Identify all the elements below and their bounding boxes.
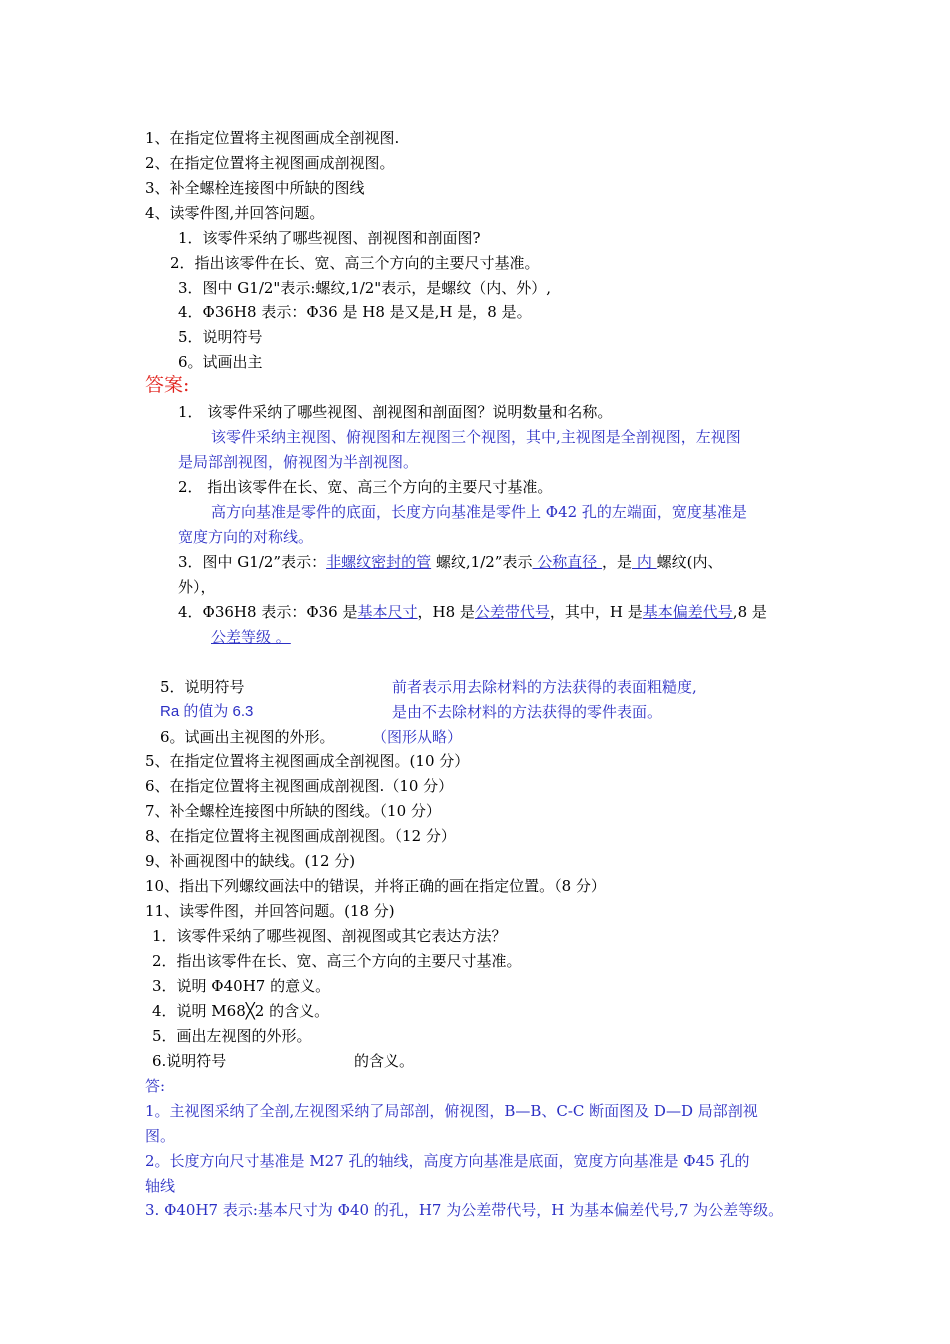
- answer-2-question: 2． 指出该零件在长、宽、高三个方向的主要尺寸基准。: [178, 478, 553, 496]
- question-11-item: 1．该零件采纳了哪些视图、剖视图或其它表达方法？: [152, 927, 507, 945]
- answer-4-text: ，其中，H 是: [549, 603, 643, 621]
- question-4-item: 2．指出该零件在长、宽、高三个方向的主要尺寸基准。: [170, 254, 540, 272]
- answer-5-text: 前者表示用去除材料的方法获得的表面粗糙度,: [392, 678, 697, 696]
- question-2: 2、在指定位置将主视图画成剖视图。: [145, 154, 395, 172]
- final-answer-1: 1。主视图采纳了全剖,左视图采纳了局部剖，俯视图，B—B、C-C 断面图及 D—D 局部剖视: [145, 1102, 758, 1120]
- answer-3-line: [178, 552, 722, 572]
- final-answer-1: 图。: [145, 1127, 176, 1145]
- question-4-item: 1．该零件采纳了哪些视图、剖视图和剖面图?: [178, 229, 481, 247]
- final-answer-label: 答:: [145, 1077, 166, 1095]
- question-7: 7、补全螺栓连接图中所缺的图线。（10 分）: [145, 802, 441, 820]
- answer-1-text: 该零件采纳主视图、俯视图和左视图三个视图，其中,主视图是全剖视图，左视图: [211, 428, 741, 446]
- question-4-item: 4．Φ36H8 表示：Φ36 是 H8 是又是,H 是，8 是。: [178, 303, 532, 321]
- answer-5-text: 是由不去除材料的方法获得的零件表面。: [392, 703, 663, 721]
- question-5: 5、在指定位置将主视图画成全剖视图。(10 分）: [145, 752, 470, 770]
- question-4-title: 4、读零件图,并回答问题。: [145, 204, 325, 222]
- question-11-item: 2．指出该零件在长、宽、高三个方向的主要尺寸基准。: [152, 952, 522, 970]
- answer-4-blank: 公差带代号: [474, 603, 550, 621]
- question-4-item: 3．图中 G1/2"表示:螺纹,1/2"表示，是螺纹（内、外）,: [178, 279, 551, 297]
- final-answer-3: 3. Φ40H7 表示:基本尺寸为 Φ40 的孔，H7 为公差带代号，H 为基本偏差代号,7 为公差等级。: [145, 1201, 784, 1219]
- question-1: 1、在指定位置将主视图画成全剖视图.: [145, 129, 400, 147]
- answer-5-text: Ra 的值为 6.3: [160, 703, 254, 720]
- question-4-item: 5．说明符号: [178, 328, 263, 346]
- answer-2-text: 宽度方向的对称线。: [178, 528, 314, 546]
- question-11-item: 3．说明 Φ40H7 的意义。: [152, 977, 331, 995]
- question-11: 11、读零件图，并回答问题。(18 分): [145, 902, 395, 920]
- answer-2-text: 高方向基准是零件的底面，长度方向基准是零件上 Φ42 孔的左端面，宽度基准是: [211, 503, 747, 521]
- answer-3-blank: 公称直径: [532, 553, 603, 571]
- answer-6-text: （图形从略）: [372, 728, 463, 746]
- answer-4-blank: 公差等级 。: [211, 628, 291, 646]
- answer-4-text: ，H8 是: [417, 603, 475, 621]
- question-11-item: 5．画出左视图的外形。: [152, 1027, 312, 1045]
- question-4-item: 6。试画出主: [178, 353, 263, 371]
- answer-label: 答案:: [145, 374, 190, 396]
- answer-6-question: 6。试画出主视图的外形。: [160, 728, 335, 746]
- final-answer-2: 2。长度方向尺寸基准是 M27 孔的轴线，高度方向基准是底面，宽度方向基准是 Φ45 孔的: [145, 1152, 750, 1170]
- question-9: 9、补画视图中的缺线。(12 分): [145, 852, 356, 870]
- answer-4-text: ,8 是: [732, 603, 767, 621]
- question-11-item: 6.说明符号: [152, 1052, 227, 1070]
- answer-3-text: 螺纹(内、: [656, 553, 723, 571]
- final-answer-2: 轴线: [145, 1177, 176, 1195]
- answer-1-text: 是局部剖视图，俯视图为半剖视图。: [178, 453, 419, 471]
- answer-3-text: ，是: [602, 553, 633, 571]
- question-8: 8、在指定位置将主视图画成剖视图。（12 分）: [145, 827, 456, 845]
- answer-3-text: 螺纹,1/2”表示: [431, 553, 533, 571]
- question-10: 10、指出下列螺纹画法中的错误，并将正确的画在指定位置。（8 分）: [145, 877, 606, 895]
- answer-4-blank: 基本偏差代号: [642, 603, 733, 621]
- question-3: 3、补全螺栓连接图中所缺的图线: [145, 179, 365, 197]
- answer-3-line2: 外），: [178, 578, 216, 596]
- answer-4-text: 4．Φ36H8 表示：Φ36 是: [178, 603, 358, 621]
- answer-4-line: [178, 602, 767, 622]
- answer-3-blank: 非螺纹密封的管: [326, 553, 432, 571]
- question-11-item-tail: 的含义。: [354, 1052, 415, 1070]
- answer-4-blank: 基本尺寸: [357, 603, 418, 621]
- question-6: 6、在指定位置将主视图画成剖视图.（10 分）: [145, 777, 454, 795]
- question-11-item: 4．说明 M68╳2 的含义。: [152, 1002, 330, 1020]
- answer-1-question: 1． 该零件采纳了哪些视图、剖视图和剖面图？说明数量和名称。: [178, 403, 613, 421]
- answer-5-question: 5．说明符号: [160, 678, 245, 696]
- answer-3-text: 3．图中 G1/2”表示：: [178, 553, 327, 571]
- answer-3-blank: 内: [632, 553, 657, 571]
